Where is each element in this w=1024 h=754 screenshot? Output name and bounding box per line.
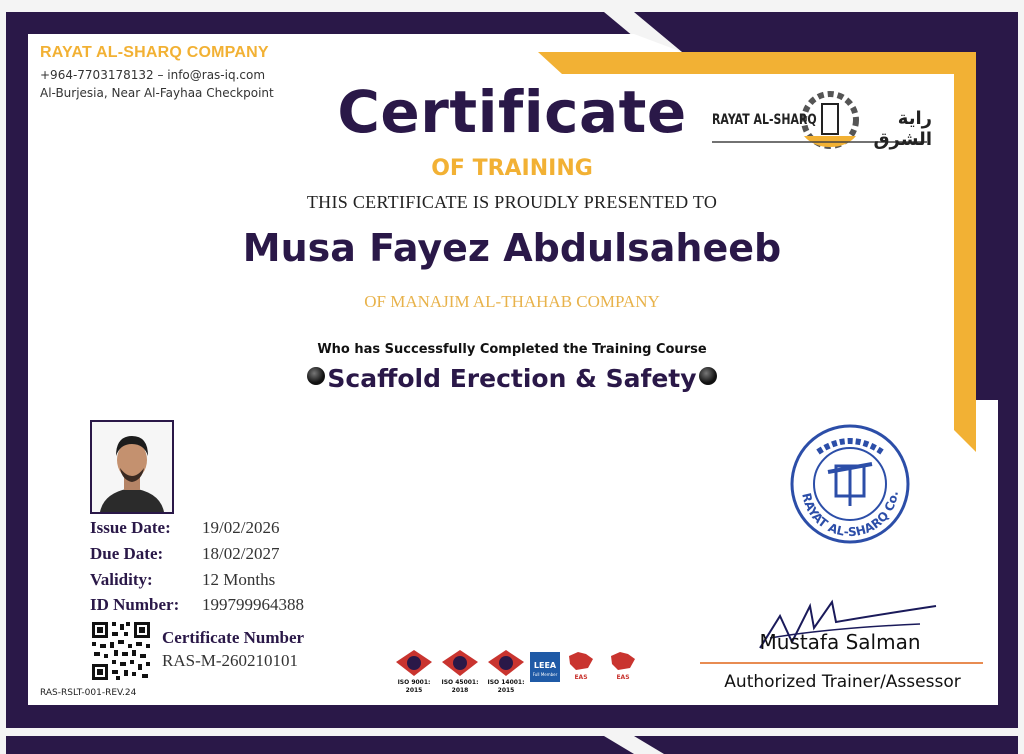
iso-9001-badge: ISO 9001: 2015: [392, 648, 436, 700]
bullet-icon: [307, 367, 325, 385]
validity-value: 12 Months: [202, 570, 276, 589]
signer-role: Authorized Trainer/Assessor: [724, 672, 961, 692]
presented-text: THIS CERTIFICATE IS PROUDLY PRESENTED TO: [306, 192, 718, 212]
id-number-label: ID Number:: [90, 595, 180, 614]
course-name: Scaffold Erection & Safety: [327, 364, 697, 393]
stamp-seal-icon: [788, 422, 912, 546]
qr-code-icon: [90, 620, 152, 682]
logo-latin: RAYAT AL-SHARQ: [712, 112, 817, 128]
due-date-value: 18/02/2027: [202, 544, 280, 563]
id-number-value: 199799964388: [202, 595, 304, 614]
eas-map-icon: [566, 650, 596, 672]
certificate-number-label: Certificate Number: [162, 628, 305, 647]
iso-badge-icon: [392, 648, 436, 678]
eas-map-icon: [608, 650, 638, 672]
iso-45001-badge: ISO 45001: 2018: [438, 648, 482, 700]
completed-text: Who has Successfully Completed the Training Course: [317, 342, 707, 357]
certificate-subtitle: OF TRAINING: [431, 156, 593, 181]
issue-date-label: Issue Date:: [90, 518, 171, 537]
person-photo-icon: [92, 422, 172, 512]
qr-code[interactable]: [90, 620, 152, 682]
iso-badge-icon: [438, 648, 482, 678]
iso-badge-icon: [484, 648, 528, 678]
signer-name: Mustafa Salman: [759, 630, 921, 654]
company-address: Al-Burjesia, Near Al-Fayhaa Checkpoint: [40, 86, 274, 100]
recipient-photo: [90, 420, 174, 514]
issue-date-value: 19/02/2026: [202, 518, 280, 537]
bullet-icon: [699, 367, 717, 385]
recipient-name: Musa Fayez Abdulsaheeb: [242, 226, 782, 270]
leea-badge: LEEA Full Member: [530, 652, 560, 682]
validity-label: Validity:: [90, 570, 153, 589]
course-title: [0, 364, 1024, 393]
logo-arabic: راية الشرق: [873, 108, 932, 150]
eas-badge-2: EAS: [608, 650, 638, 686]
certificate-title: Certificate: [337, 78, 687, 146]
company-contact: +964-7703178132 – info@ras-iq.com: [40, 68, 266, 82]
due-date-label: Due Date:: [90, 544, 164, 563]
certificate-number-value: RAS-M-260210101: [162, 651, 299, 670]
recipient-company: OF MANAJIM AL-THAHAB COMPANY: [364, 292, 660, 311]
company-name: RAYAT AL-SHARQ COMPANY: [40, 44, 269, 61]
revision-code: RAS-RSLT-001-REV.24: [40, 688, 137, 698]
iso-14001-badge: ISO 14001: 2015: [484, 648, 528, 700]
eas-badge: EAS: [566, 650, 596, 686]
accreditation-badges: [392, 648, 648, 700]
signature-line: [700, 662, 983, 664]
company-stamp: [788, 422, 912, 546]
svg-text:RAYAT AL-SHARQ Co.: RAYAT AL-SHARQ Co.: [799, 490, 901, 540]
